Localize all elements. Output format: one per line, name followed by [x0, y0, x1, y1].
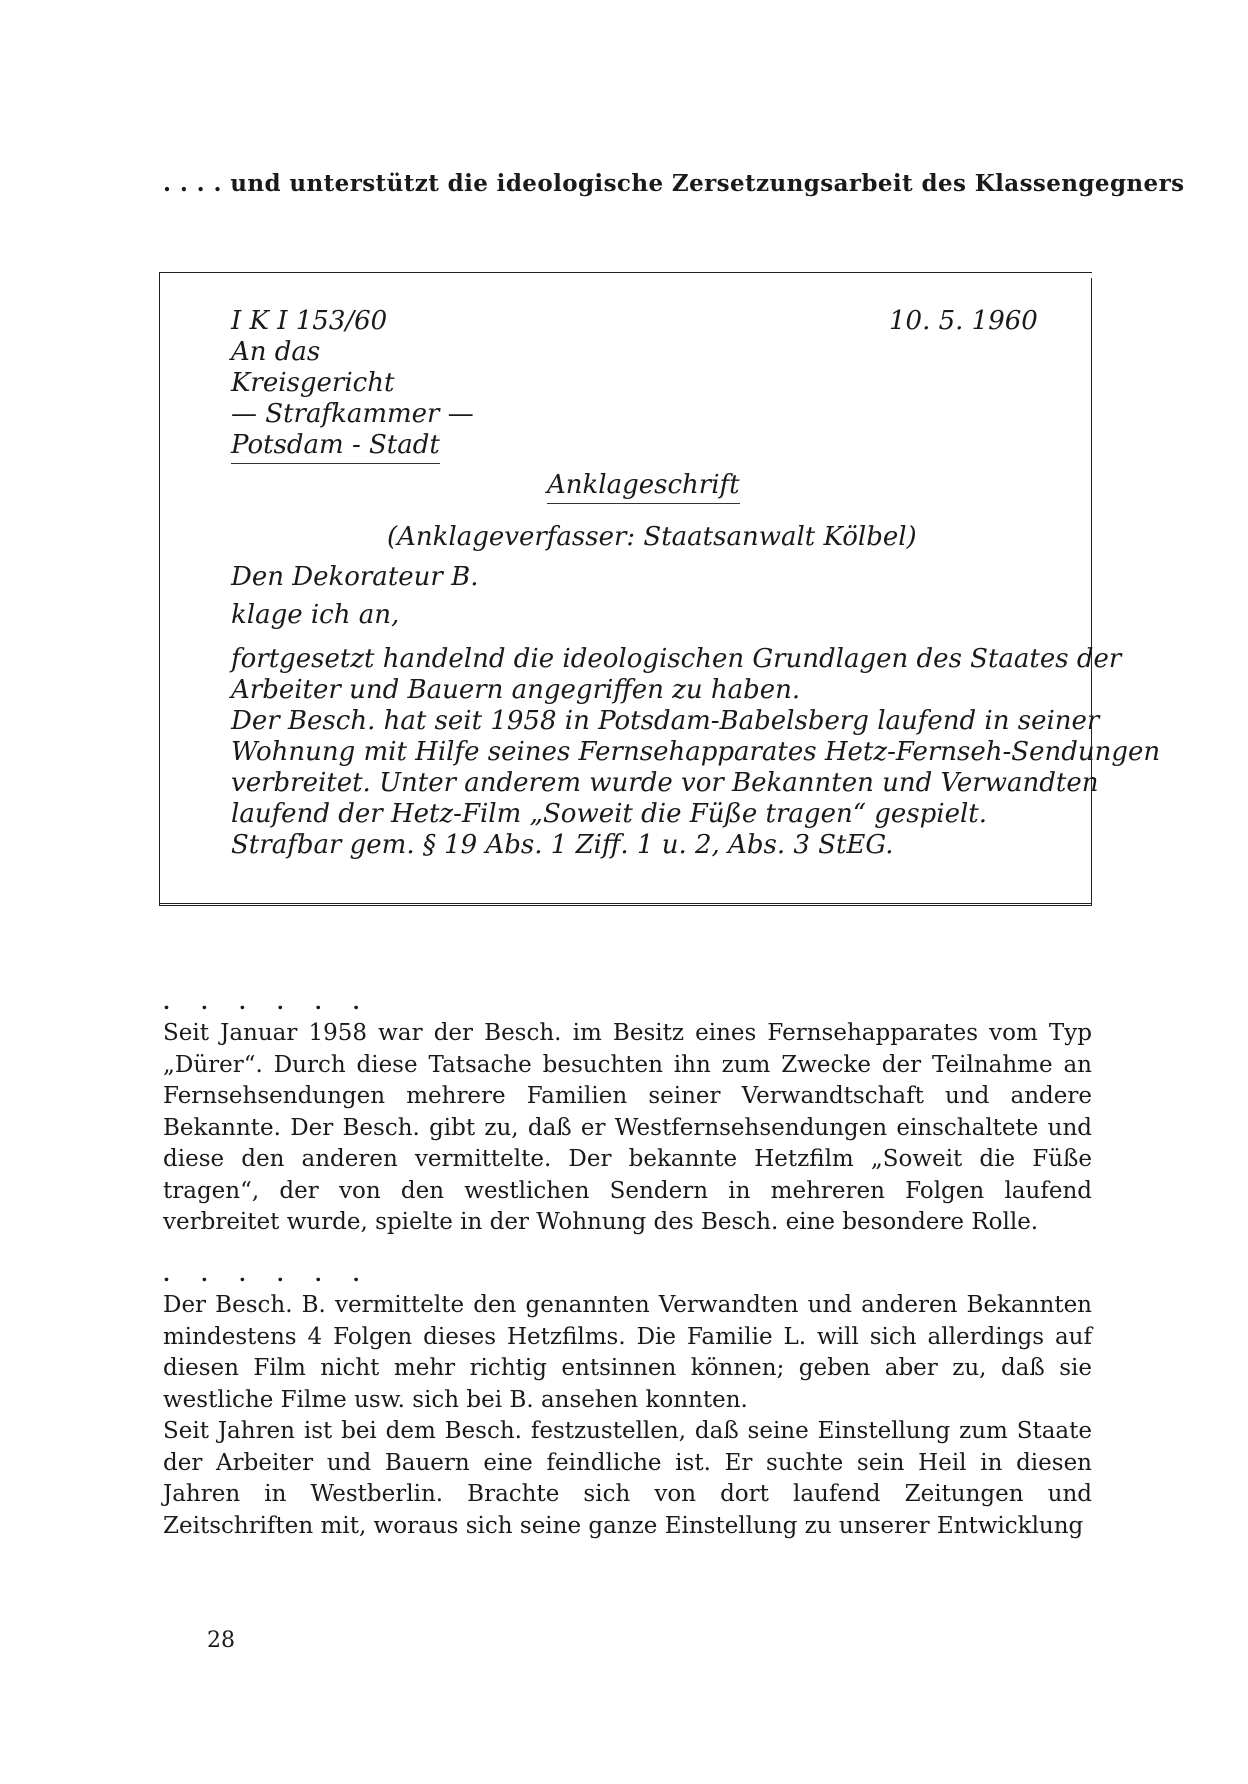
address-line-2: Kreisgericht	[231, 368, 395, 398]
charge-line-7: Strafbar gem. § 19 Abs. 1 Ziff. 1 u. 2, Abs. 3 StEG.	[231, 830, 894, 860]
defendant-line: Den Dekorateur B.	[231, 562, 479, 592]
running-header: . . . . und unterstützt die ideologische Zersetzungsarbeit des Klassengegners	[163, 170, 1185, 197]
charge-line-1: fortgesetzt handelnd die ideologischen Grundlagen des Staates der	[231, 644, 1122, 674]
address-line-1: An das	[231, 337, 321, 367]
paragraph-1-text: Seit Januar 1958 war der Besch. im Besitz eines Fernsehapparates vom Typ „Dürer“. Durch diese Tatsache besuchten ihn zum Zwecke der Teilnahme an Fernsehsendungen mehrere Familien seiner Verwandtschaft und andere Bekannte. Der Besch. gibt zu, daß er Westfernsehsendungen einschaltete und diese den anderen vermittelte. Der bekannte Hetzfilm „Soweit die Füße tragen“, der von den westlichen Sendern in mehreren Folgen laufend verbreitet wurde, spielte in der Wohnung des Besch. eine besondere Rolle.	[163, 1020, 1092, 1235]
omission-marker-2: . . . . . .	[163, 1262, 372, 1286]
body-paragraph-2	[163, 1290, 1092, 1542]
frame-left-rule	[159, 272, 160, 906]
paragraph-3-text: Seit Jahren ist bei dem Besch. festzustellen, daß seine Einstellung zum Staate der Arbeiter und Bauern eine feindliche ist. Er suchte sein Heil in diesen Jahren in Westberlin. Brachte sich von dort laufend Zeitungen und Zeitschriften mit, woraus sich seine ganze Einstellung zu unserer Entwicklung	[163, 1418, 1092, 1539]
address-line-3: — Strafkammer —	[231, 399, 474, 429]
page-number: 28	[207, 1628, 235, 1653]
address-line-4: Potsdam - Stadt	[231, 430, 440, 464]
charge-line-2: Arbeiter und Bauern angegriffen zu haben.	[231, 675, 801, 705]
author-note: (Anklageverfasser: Staatsanwalt Kölbel)	[387, 522, 917, 552]
indictment-frame	[159, 272, 1161, 908]
accusation-line: klage ich an,	[231, 600, 400, 630]
charge-line-5: verbreitet. Unter anderem wurde vor Bekannten und Verwandten	[231, 768, 1099, 798]
body-paragraph-1	[163, 1018, 1092, 1239]
frame-right-rule	[1091, 278, 1092, 906]
charge-line-3: Der Besch. hat seit 1958 in Potsdam-Babelsberg laufend in seiner	[231, 706, 1100, 736]
charge-line-6: laufend der Hetz-Film „Soweit die Füße tragen“ gespielt.	[231, 799, 988, 829]
document-title: Anklageschrift	[547, 470, 740, 504]
omission-marker-1: . . . . . .	[163, 990, 372, 1014]
frame-top-rule	[159, 272, 1092, 273]
frame-bottom-rule	[159, 903, 1092, 906]
reference-number: I K I 153/60	[231, 306, 388, 336]
document-date: 10. 5. 1960	[889, 306, 1038, 336]
charge-line-4: Wohnung mit Hilfe seines Fernsehapparates Hetz-Fernseh-Sendungen	[231, 737, 1161, 767]
paragraph-2-text: Der Besch. B. vermittelte den genannten Verwandten und anderen Bekannten mindestens 4 Folgen dieses Hetzfilms. Die Familie L. will sich allerdings auf diesen Film nicht mehr richtig entsinnen können; geben aber zu, daß sie westliche Filme usw. sich bei B. ansehen konnten.	[163, 1292, 1092, 1413]
